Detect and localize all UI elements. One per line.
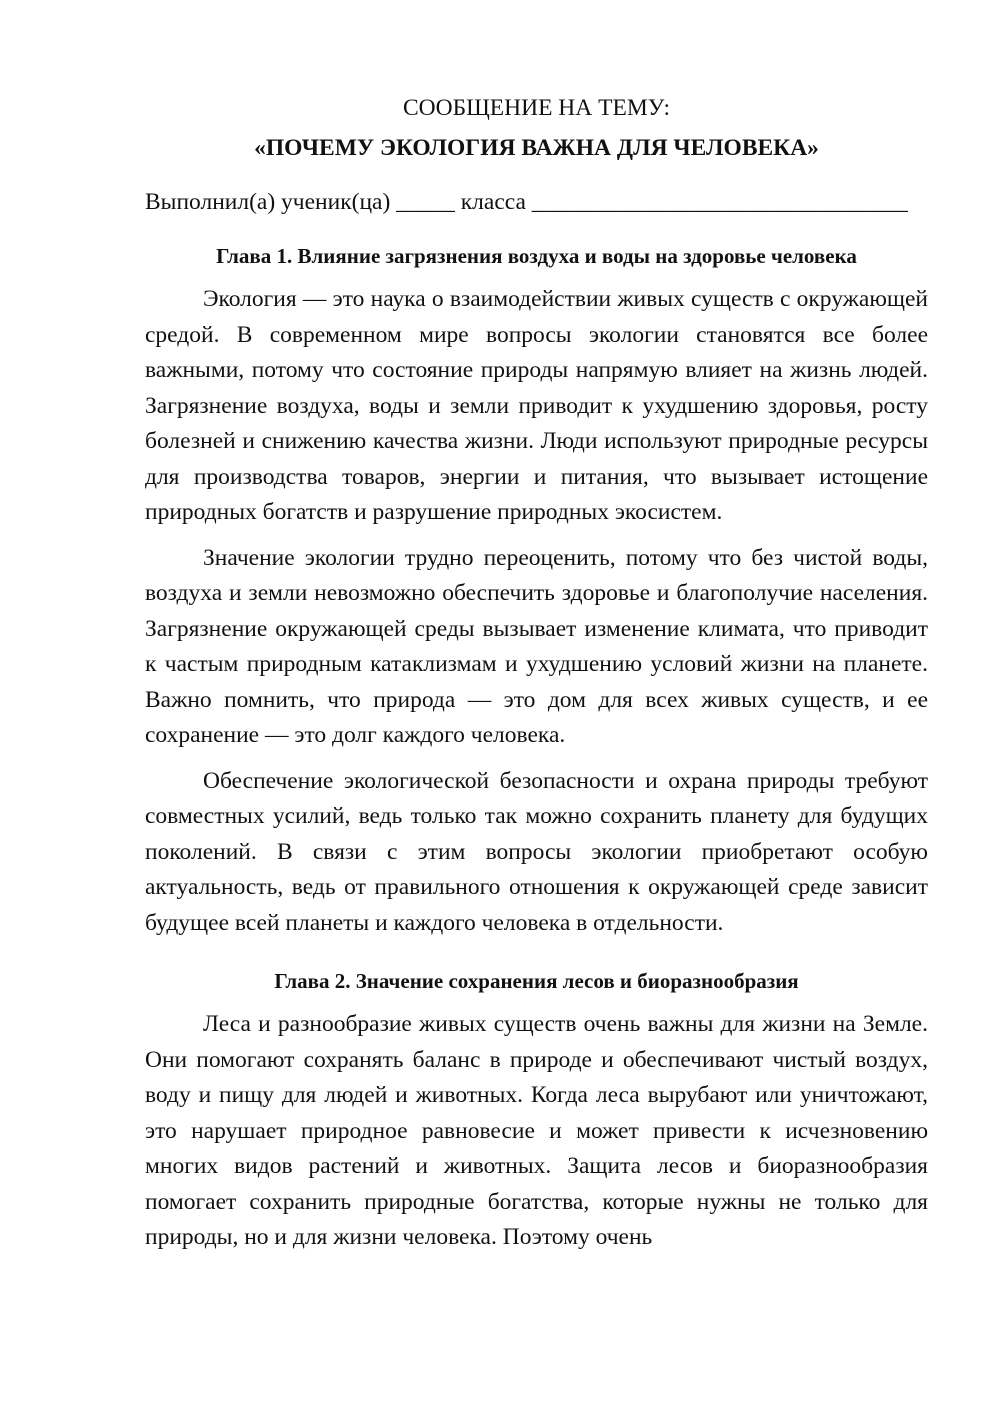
title-line-1: СООБЩЕНИЕ НА ТЕМУ:: [402, 95, 671, 121]
student-info-line: Выполнил(а) ученик(ца) _____ класса ________________________________: [145, 189, 908, 215]
chapter-1-heading: Глава 1. Влияние загрязнения воздуха и воды на здоровье человека: [216, 244, 857, 268]
chapter-1-paragraph-2: Значение экологии трудно переоценить, потому что без чистой воды, воздуха и земли невозможно обеспечить здоровье и благополучие населения. Загрязнение окружающей среды вызывает изменение климата, что приводит к частым природным катаклизмам и ухудшению условий жизни на планете. Важно помнить, что природа — это дом для всех живых существ, и ее сохранение — это долг каждого человека.: [145, 544, 928, 748]
chapter-2-paragraph-1: Леса и разнообразие живых существ очень важны для жизни на Земле. Они помогают сохранять баланс в природе и обеспечивают чистый воздух, воду и пищу для людей и животных. Когда леса вырубают или уничтожают, это нарушает природное равновесие и может привести к исчезновению многих видов растений и животных. Защита лесов и биоразнообразия помогает сохранить природные богатства, которые нужны не только для природы, но и для жизни человека. Поэтому очень: [145, 1011, 928, 1250]
chapter-2-heading: Глава 2. Значение сохранения лесов и биоразнообразия: [274, 969, 799, 993]
chapter-1-paragraph-1: Экология — это наука о взаимодействии живых существ с окружающей средой. В современном мире вопросы экологии становятся все более важными, потому что состояние природы напрямую влияет на жизнь людей. Загрязнение воздуха, воды и земли приводит к ухудшению здоровья, росту болезней и снижению качества жизни. Люди используют природные ресурсы для производства товаров, энергии и питания, что вызывает истощение природных богатств и разрушение природных экосистем.: [145, 286, 928, 525]
document-title: «ПОЧЕМУ ЭКОЛОГИЯ ВАЖНА ДЛЯ ЧЕЛОВЕКА»: [254, 135, 819, 161]
chapter-1-paragraph-3: Обеспечение экологической безопасности и охрана природы требуют совместных усилий, ведь только так можно сохранить планету для будущих поколений. В связи с этим вопросы экологии приобретают особую актуальность, ведь от правильного отношения к окружающей среде зависит будущее всей планеты и каждого человека в отдельности.: [145, 767, 928, 936]
